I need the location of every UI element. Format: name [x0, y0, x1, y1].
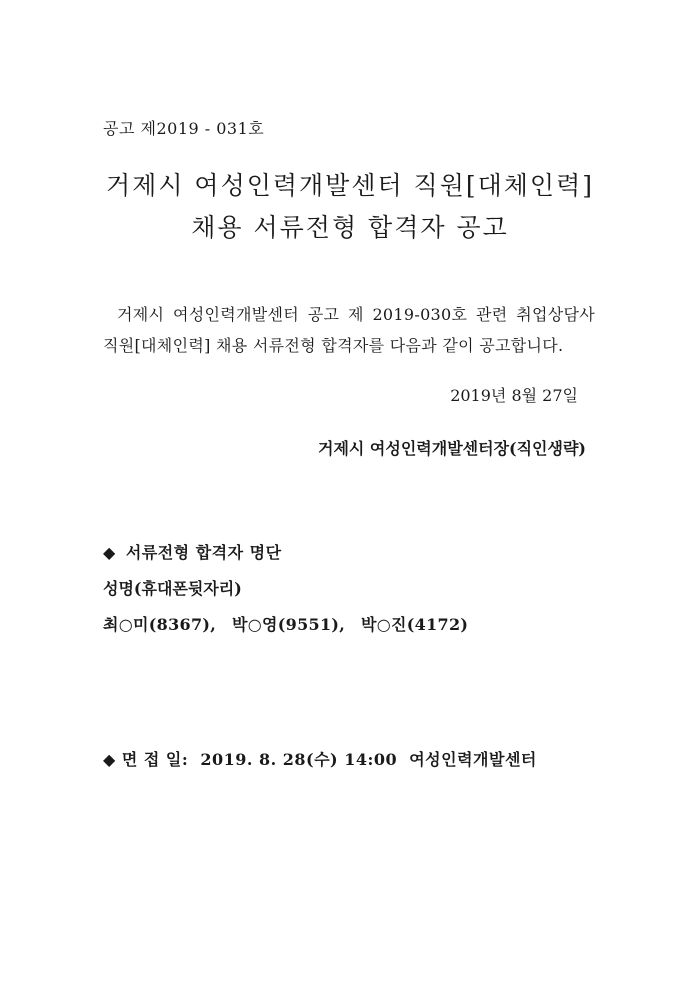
interview-datetime: 2019. 8. 28(수) 14:00 — [200, 750, 398, 769]
list-item: 박○진(4172) — [361, 615, 469, 634]
body-text-line-1: 거제시 여성인력개발센터 공고 제 2019-030호 관련 취업상담사 — [117, 305, 595, 324]
name-column-label: 성명(휴대폰뒷자리) — [103, 579, 242, 598]
issuer: 거제시 여성인력개발센터장(직인생략) — [317, 439, 586, 458]
passed-list-heading — [103, 540, 282, 563]
diamond-bullet-icon: ◆ — [103, 543, 116, 562]
interview-location: 여성인력개발센터 — [409, 750, 537, 769]
list-item: 박○영(9551), — [232, 615, 346, 634]
passed-names-list — [103, 612, 478, 635]
interview-info — [103, 747, 543, 770]
interview-label: 면 접 일: — [121, 750, 189, 769]
list-item: 최○미(8367), — [103, 615, 217, 634]
notice-number: 공고 제2019 - 031호 — [103, 119, 265, 138]
title-line-1: 거제시 여성인력개발센터 직원[대체인력] — [106, 171, 594, 200]
passed-list-heading-text: 서류전형 합격자 명단 — [125, 543, 282, 562]
title-line-2: 채용 서류전형 합격자 공고 — [191, 213, 509, 242]
announcement-date: 2019년 8월 27일 — [450, 386, 578, 405]
diamond-bullet-icon: ◆ — [103, 750, 116, 769]
body-text-line-2: 직원[대체인력] 채용 서류전형 합격자를 다음과 같이 공고합니다. — [103, 336, 564, 355]
